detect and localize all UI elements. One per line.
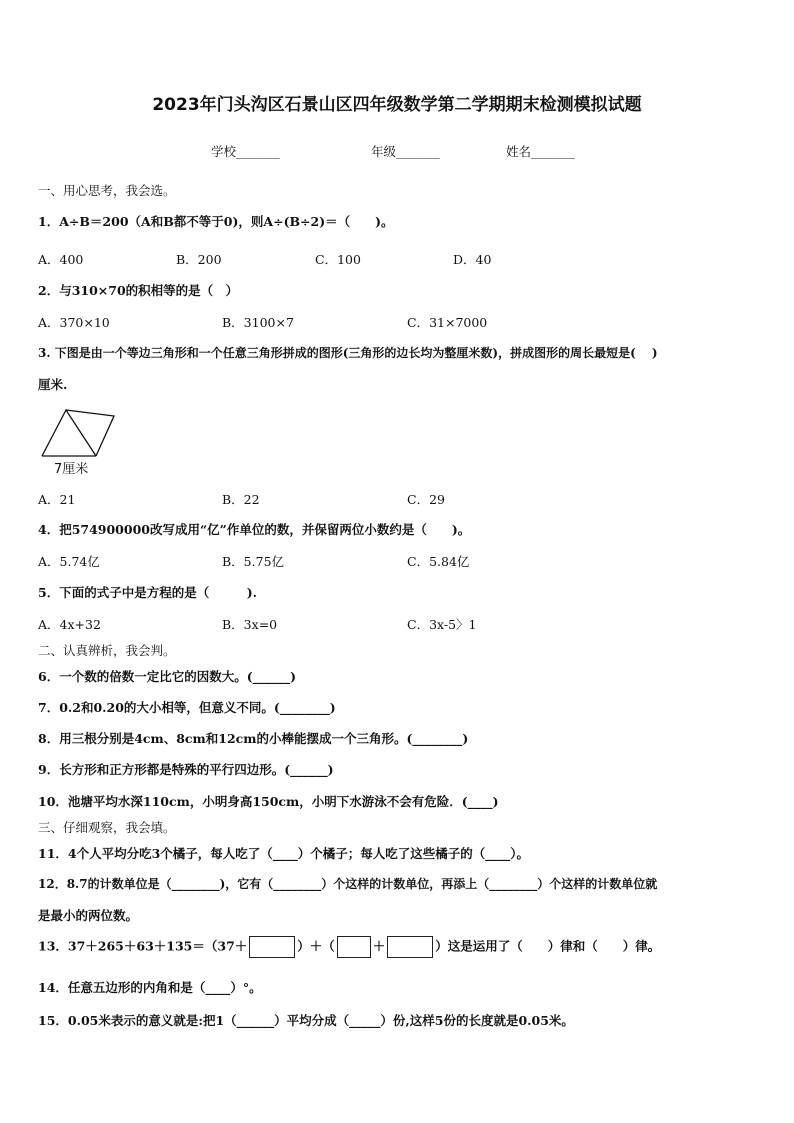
question-2: 2．与310×70的积相等的是（ ） (38, 283, 239, 298)
q1-option-b: B．200 (176, 252, 222, 267)
school-field: 学校_______ (211, 144, 280, 159)
question-3-cont: 厘米. (38, 377, 68, 392)
question-6: 6．一个数的倍数一定比它的因数大。(______) (38, 669, 297, 684)
section-heading-fill: 三、仔细观察，我会填。 (38, 820, 176, 835)
q13-answer-box-2[interactable] (337, 936, 371, 958)
q13-answer-box-3[interactable] (387, 936, 433, 958)
q3-option-a: A．21 (38, 492, 76, 507)
name-field: 姓名_______ (506, 144, 575, 159)
q2-option-c: C．31×7000 (407, 315, 488, 330)
question-9: 9．长方形和正方形都是特殊的平行四边形。(______) (38, 762, 334, 777)
question-3: 3. 下图是由一个等边三角形和一个任意三角形拼成的图形(三角形的边长均为整厘米数)，拼成图形的周长最短是( ) (38, 346, 658, 360)
q3-option-c: C．29 (407, 492, 445, 507)
q13-answer-box-1[interactable] (249, 936, 295, 958)
question-15: 15．0.05米表示的意义就是:把1（______）平均分成（_____）份,这样5份的长度就是0.05米。 (38, 1013, 574, 1028)
question-1: 1．A÷B＝200（A和B都不等于0)，则A÷(B÷2)＝（ )。 (38, 214, 394, 229)
question-4: 4．把574900000改写成用“亿”作单位的数，并保留两位小数约是（ )。 (38, 522, 471, 537)
q3-option-b: B．22 (222, 492, 260, 507)
q2-option-b: B．3100×7 (222, 315, 294, 330)
section-heading-judge: 二、认真辨析，我会判。 (38, 643, 176, 658)
question-10: 10．池塘平均水深110cm，小明身高150cm，小明下水游泳不会有危险．(____) (38, 794, 499, 809)
q4-option-c: C．5.84亿 (407, 554, 470, 569)
q5-option-b: B．3x=0 (222, 617, 278, 632)
grade-field: 年级_______ (371, 144, 440, 159)
question-14: 14．任意五边形的内角和是（____）°。 (38, 980, 262, 995)
question-13 (38, 936, 660, 958)
question-7: 7．0.2和0.20的大小相等，但意义不同。(________) (38, 700, 336, 715)
q13-part-4: ）这是运用了（ ）律和（ ）律。 (435, 938, 661, 954)
arbitrary-triangle (66, 410, 114, 456)
page-title: 2023年门头沟区石景山区四年级数学第二学期期末检测模拟试题 (152, 95, 642, 115)
q1-option-d: D．40 (453, 252, 492, 267)
triangle-figure (40, 404, 120, 460)
q13-part-2: ）＋（ (297, 938, 335, 954)
q1-option-a: A．400 (38, 252, 84, 267)
question-11: 11．4个人平均分吃3个橘子，每人吃了（____）个橘子；每人吃了这些橘子的（____）。 (38, 846, 530, 861)
q13-part-3: ＋ (372, 938, 386, 954)
question-12-cont: 是最小的两位数。 (38, 908, 139, 923)
q2-option-a: A．370×10 (38, 315, 110, 330)
section-heading-choice: 一、用心思考，我会选。 (38, 183, 176, 198)
equilateral-triangle (42, 410, 96, 456)
figure-label-7cm: 7厘米 (54, 462, 89, 477)
question-5: 5．下面的式子中是方程的是（ ). (38, 585, 257, 600)
q4-option-b: B．5.75亿 (222, 554, 285, 569)
q4-option-a: A．5.74亿 (38, 554, 100, 569)
question-12: 12．8.7的计数单位是（________)，它有（________）个这样的计数单位，再添上（________）个这样的计数单位就 (38, 877, 658, 891)
question-8: 8．用三根分别是4cm、8cm和12cm的小棒能摆成一个三角形。(________) (38, 731, 469, 746)
q5-option-c: C．3x-5〉1 (407, 617, 477, 632)
q5-option-a: A．4x+32 (38, 617, 101, 632)
q13-part-1: 13．37＋265＋63＋135＝（37＋ (38, 938, 248, 954)
q1-option-c: C．100 (315, 252, 361, 267)
